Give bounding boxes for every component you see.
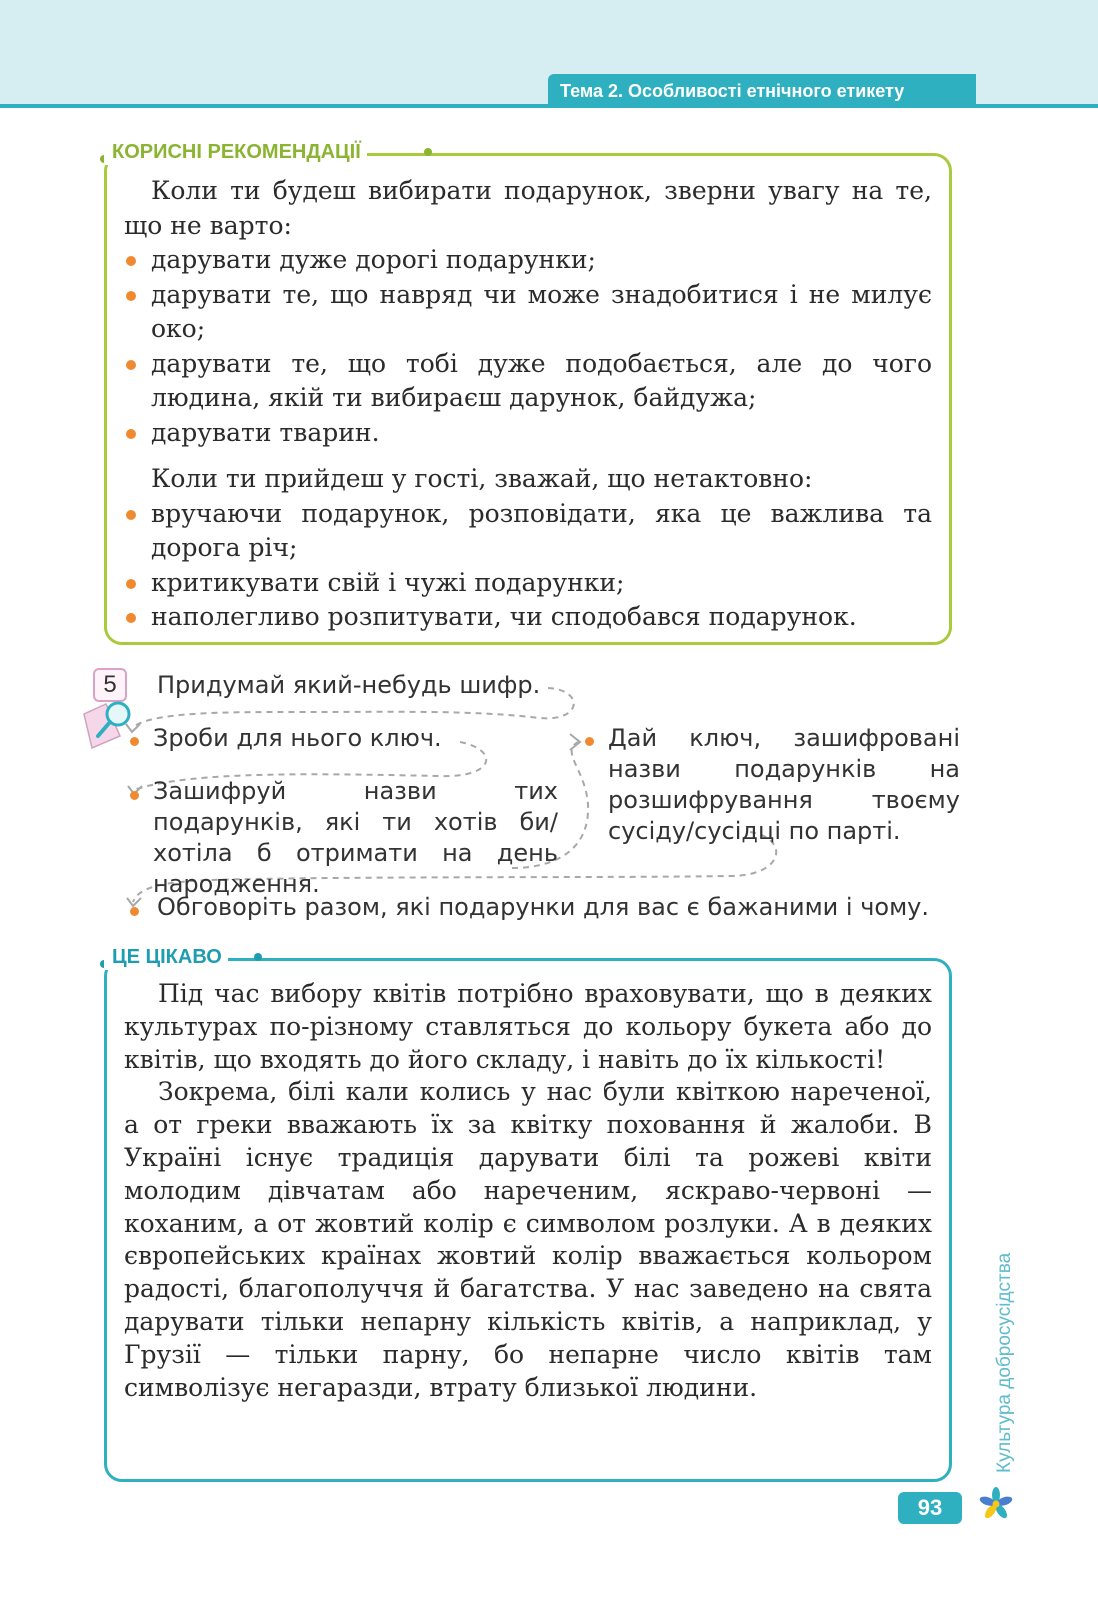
- flower-icon: [979, 1487, 1013, 1521]
- list-item: дарувати дуже дорогі подарунки;: [124, 243, 932, 278]
- interest-content: [124, 978, 932, 1404]
- page-number: 93: [898, 1492, 962, 1524]
- task-number-badge: 5: [93, 668, 127, 702]
- task-step-5: Обговоріть разом, які подарунки для вас є бажаними і чому.: [157, 893, 930, 921]
- task-step-3: Зашифруй назви тих подарунків, які ти хотів би/хотіла б отримати на день народження.: [153, 777, 558, 898]
- tips-lead-1: Коли ти будеш вибирати подарунок, зверни увагу на те, що не варто:: [124, 176, 932, 240]
- topic-title: Тема 2. Особливості етнічного етикету: [548, 74, 976, 108]
- task-step-2: Зроби для нього ключ.: [153, 724, 442, 752]
- bullet-icon: [130, 737, 139, 746]
- label-dot-icon: [254, 953, 262, 961]
- list-item: вручаючи подарунок, розповідати, яка це важлива та дорога річ;: [124, 497, 932, 566]
- tips-lead-2: Коли ти прийдеш у гості, зважай, що нетактовно:: [151, 464, 813, 493]
- interest-paragraph-1: Під час вибору квітів потрібно враховувати, що в деяких культурах по-різному ставляться до кольору букета або до квітів, що входять до його складу, і навіть до їх кількості!: [124, 979, 932, 1074]
- list-item: дарувати тварин.: [124, 416, 932, 451]
- list-item: наполегливо розпитувати, чи сподобався подарунок.: [124, 600, 932, 635]
- magnifier-note-icon: [80, 696, 136, 750]
- tips-label: КОРИСНІ РЕКОМЕНДАЦІЇ: [104, 139, 367, 165]
- list-item: дарувати те, що тобі дуже подобається, але до чого людина, якій ти вибираєш дарунок, байдужа;: [124, 347, 932, 416]
- task-step-1: Придумай який-небудь шифр.: [157, 671, 541, 699]
- bullet-icon: [130, 791, 139, 800]
- section-side-title: Культура добросусідства: [994, 1252, 1015, 1473]
- list-item: дарувати те, що навряд чи може знадобитися і не милує око;: [124, 278, 932, 347]
- bullet-icon: [585, 737, 594, 746]
- list-item: критикувати свій і чужі подарунки;: [124, 566, 932, 601]
- interest-label: ЦЕ ЦІКАВО: [104, 944, 228, 970]
- bullet-icon: [130, 907, 139, 916]
- interest-paragraph-2: Зокрема, білі кали колись у нас були квіткою нареченої, а от греки вважають їх за квітку поховання й жалоби. В Україні існує традиція дарувати білі та рожеві квіти молодим дівчатам або нареченим, яскраво-червоні — коханим, а от жовтий колір є символом розлуки. А в деяких європейських країнах жовтий колір вважається кольором радості, благополуччя й багатства. У нас заведено на свята дарувати тільки непарну кількість квітів, а наприклад, у Грузії — тільки парну, бо непарне число квітів там символізує негаразди, втрату близької людини.: [124, 1077, 932, 1402]
- task-step-4: Дай ключ, зашифровані назви подарунків на розшифрування твоєму сусіду/сусідці по парті.: [608, 724, 960, 845]
